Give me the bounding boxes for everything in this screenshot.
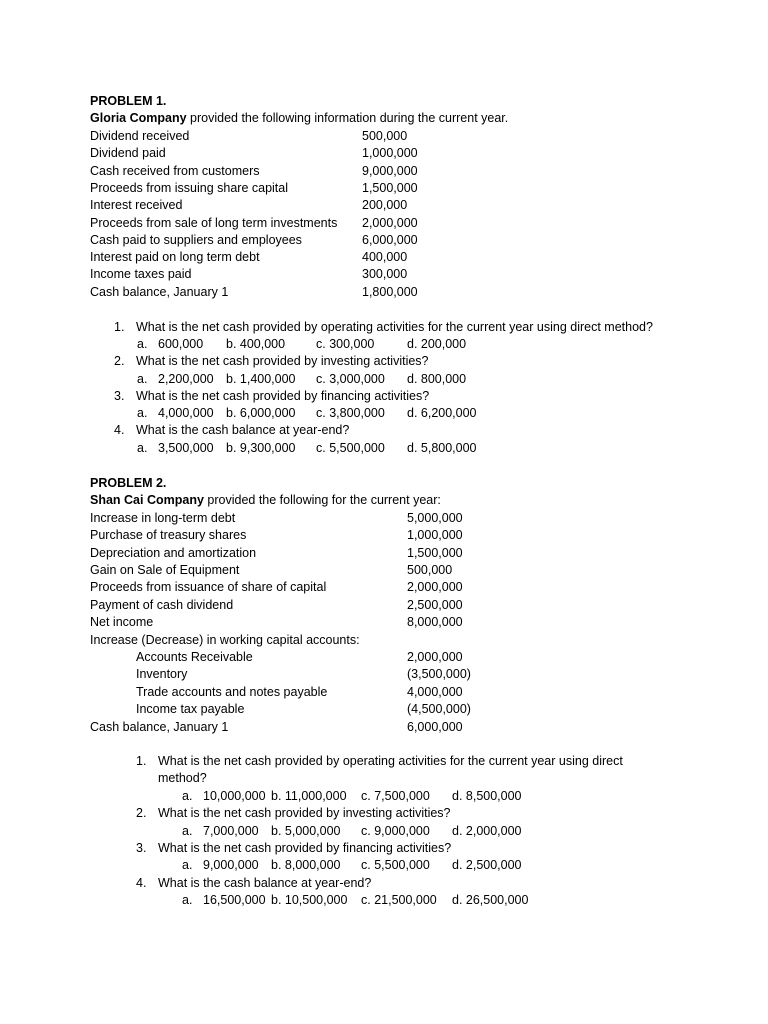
p2-item-label: Net income [90, 615, 154, 629]
p1-choice: a. [137, 337, 148, 351]
p1-question-text: What is the cash balance at year-end? [136, 423, 350, 437]
p1-item-label: Dividend paid [90, 146, 166, 160]
p1-question-number: 1. [114, 320, 125, 334]
p2-item-amount: 1,000,000 [407, 528, 463, 542]
p2-item-amount: 5,000,000 [407, 511, 463, 525]
p1-item-amount: 1,000,000 [362, 146, 418, 160]
p2-item-label: Gain on Sale of Equipment [90, 563, 240, 577]
p2-wc-label: Income tax payable [136, 702, 245, 716]
p2-cash-balance-amount: 6,000,000 [407, 720, 463, 734]
p1-choice: c. 3,000,000 [316, 372, 385, 386]
p1-choice: c. 3,800,000 [316, 406, 385, 420]
p2-item-label: Payment of cash dividend [90, 598, 234, 612]
p2-choice: 9,000,000 [203, 858, 259, 872]
p1-item-label: Cash balance, January 1 [90, 285, 229, 299]
p2-question-number: 3. [136, 841, 147, 855]
p2-choice: d. 2,000,000 [452, 824, 522, 838]
p2-wc-amount: (3,500,000) [407, 667, 471, 681]
p1-choice: b. 1,400,000 [226, 372, 296, 386]
p1-question-number: 4. [114, 423, 125, 437]
p2-item-label: Purchase of treasury shares [90, 528, 247, 542]
p1-choice: b. 6,000,000 [226, 406, 296, 420]
problem2-company: Shan Cai Company [90, 493, 204, 507]
p2-item-label: Increase in long-term debt [90, 511, 236, 525]
p1-item-amount: 9,000,000 [362, 164, 418, 178]
p2-item-amount: 2,500,000 [407, 598, 463, 612]
p1-item-label: Income taxes paid [90, 267, 192, 281]
p2-wc-label: Inventory [136, 667, 188, 681]
p2-choice: 10,000,000 [203, 789, 266, 803]
p1-choice: b. 9,300,000 [226, 441, 296, 455]
p2-choice: b. 5,000,000 [271, 824, 341, 838]
p1-item-amount: 400,000 [362, 250, 408, 264]
p2-choice: c. 7,500,000 [361, 789, 430, 803]
p1-choice: c. 5,500,000 [316, 441, 385, 455]
p2-question-text-continued: method? [158, 771, 207, 785]
p2-wc-amount: (4,500,000) [407, 702, 471, 716]
p2-choice: 16,500,000 [203, 893, 266, 907]
p2-choice: d. 26,500,000 [452, 893, 529, 907]
p1-question-number: 3. [114, 389, 125, 403]
p2-question-number: 2. [136, 806, 147, 820]
p1-choice: a. [137, 441, 148, 455]
p2-choice: b. 8,000,000 [271, 858, 341, 872]
problem1-intro-text: provided the following information during the current year. [186, 111, 509, 125]
p1-choice: d. 5,800,000 [407, 441, 477, 455]
p1-item-amount: 6,000,000 [362, 233, 418, 247]
p2-working-capital-heading: Increase (Decrease) in working capital accounts: [90, 633, 360, 647]
p2-question-text: What is the net cash provided by operating activities for the current year using direct [158, 754, 623, 768]
p1-item-label: Cash received from customers [90, 164, 260, 178]
p1-choice: b. 400,000 [226, 337, 286, 351]
p2-wc-label: Accounts Receivable [136, 650, 253, 664]
p2-choice: d. 8,500,000 [452, 789, 522, 803]
p1-choice: 2,200,000 [158, 372, 214, 386]
p2-question-text: What is the cash balance at year-end? [158, 876, 372, 890]
problem1-heading: PROBLEM 1. [90, 94, 167, 108]
p2-item-amount: 2,000,000 [407, 580, 463, 594]
p1-choice: a. [137, 406, 148, 420]
p1-choice: c. 300,000 [316, 337, 375, 351]
p2-item-label: Depreciation and amortization [90, 546, 257, 560]
p1-item-amount: 200,000 [362, 198, 408, 212]
problem1-intro [90, 110, 508, 126]
p2-question-text: What is the net cash provided by financing activities? [158, 841, 452, 855]
p2-choice: a. [182, 893, 193, 907]
p1-choice: d. 200,000 [407, 337, 467, 351]
p2-choice: a. [182, 858, 193, 872]
p2-wc-amount: 4,000,000 [407, 685, 463, 699]
p2-question-number: 4. [136, 876, 147, 890]
p1-item-amount: 500,000 [362, 129, 408, 143]
p1-question-text: What is the net cash provided by financing activities? [136, 389, 430, 403]
p1-item-label: Dividend received [90, 129, 190, 143]
p2-choice: b. 11,000,000 [271, 789, 347, 803]
p1-question-number: 2. [114, 354, 125, 368]
p1-choice: a. [137, 372, 148, 386]
p1-choice: 4,000,000 [158, 406, 214, 420]
p1-item-label: Interest received [90, 198, 183, 212]
p2-cash-balance-label: Cash balance, January 1 [90, 720, 229, 734]
problem2-intro [90, 492, 441, 508]
p2-choice: c. 5,500,000 [361, 858, 430, 872]
p2-choice: d. 2,500,000 [452, 858, 522, 872]
p2-choice: a. [182, 789, 193, 803]
problem2-heading: PROBLEM 2. [90, 476, 167, 490]
p1-choice: 600,000 [158, 337, 204, 351]
p1-item-label: Cash paid to suppliers and employees [90, 233, 302, 247]
p2-item-label: Proceeds from issuance of share of capital [90, 580, 327, 594]
p2-question-text: What is the net cash provided by investing activities? [158, 806, 451, 820]
problem1-company: Gloria Company [90, 111, 187, 125]
p2-choice: c. 21,500,000 [361, 893, 437, 907]
p2-choice: c. 9,000,000 [361, 824, 430, 838]
p1-item-amount: 1,800,000 [362, 285, 418, 299]
p2-item-amount: 8,000,000 [407, 615, 463, 629]
p2-item-amount: 1,500,000 [407, 546, 463, 560]
p1-choice: 3,500,000 [158, 441, 214, 455]
p2-item-amount: 500,000 [407, 563, 453, 577]
p1-choice: d. 6,200,000 [407, 406, 477, 420]
p2-wc-amount: 2,000,000 [407, 650, 463, 664]
p1-item-amount: 300,000 [362, 267, 408, 281]
p1-question-text: What is the net cash provided by investing activities? [136, 354, 429, 368]
p1-item-label: Proceeds from sale of long term investments [90, 216, 338, 230]
p2-wc-label: Trade accounts and notes payable [136, 685, 328, 699]
p1-item-amount: 2,000,000 [362, 216, 418, 230]
p2-choice: b. 10,500,000 [271, 893, 348, 907]
problem2-intro-text: provided the following for the current year: [203, 493, 441, 507]
p1-question-text: What is the net cash provided by operating activities for the current year using direct method? [136, 320, 653, 334]
p2-choice: a. [182, 824, 193, 838]
p1-item-label: Interest paid on long term debt [90, 250, 260, 264]
p2-choice: 7,000,000 [203, 824, 259, 838]
p1-choice: d. 800,000 [407, 372, 467, 386]
p1-item-label: Proceeds from issuing share capital [90, 181, 289, 195]
p1-item-amount: 1,500,000 [362, 181, 418, 195]
p2-question-number: 1. [136, 754, 147, 768]
